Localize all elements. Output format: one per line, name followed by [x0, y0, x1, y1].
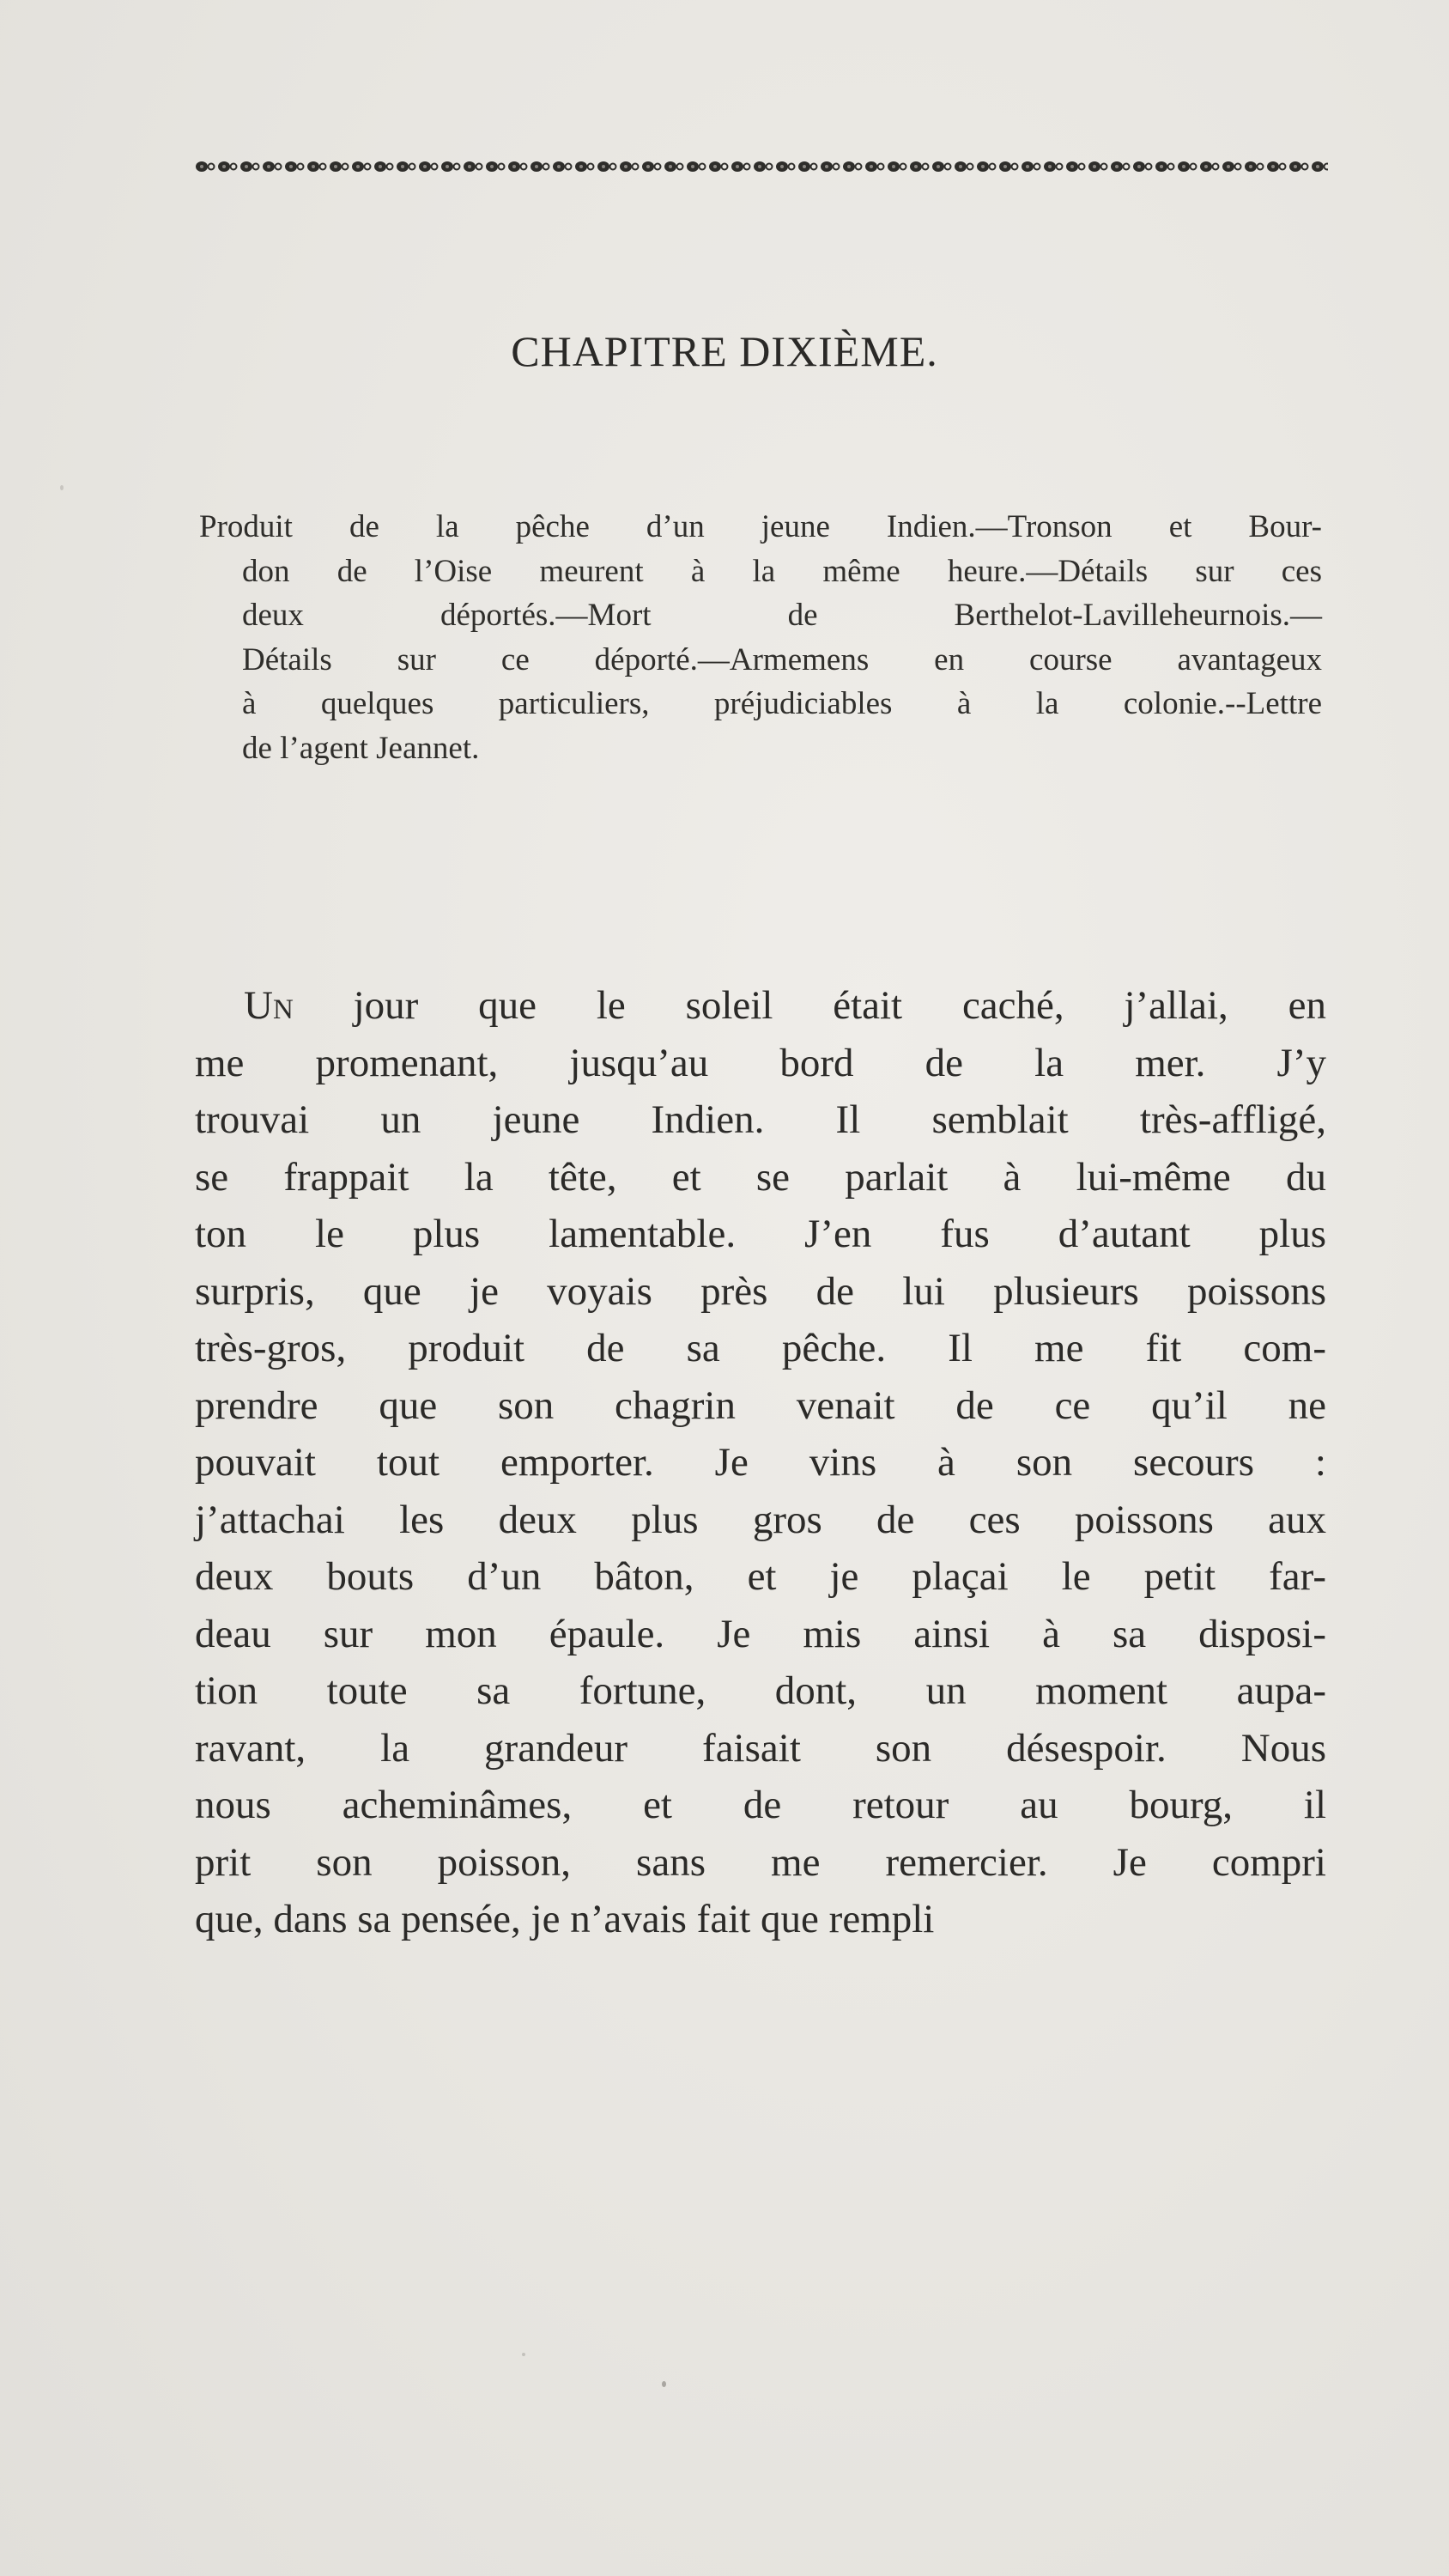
fleuron-mark: [932, 161, 951, 172]
fleuron-mark: [575, 161, 594, 172]
fleuron-mark: [754, 161, 773, 172]
summary-line: à quelques particuliers, préjudiciables à la colonie.--Lettre: [242, 686, 1322, 721]
fleuron-mark: [263, 161, 282, 172]
chapter-summary: [199, 505, 1322, 770]
fleuron-mark: [821, 161, 840, 172]
body-line: très-gros, produit de sa pêche. Il me fit com-: [195, 1326, 1326, 1370]
fleuron-mark: [1044, 161, 1063, 172]
fleuron-mark: [307, 161, 326, 172]
fleuron-mark: [664, 161, 683, 172]
fleuron-mark: [218, 161, 237, 172]
fleuron-mark: [798, 161, 817, 172]
fleuron-mark: [352, 161, 371, 172]
fleuron-mark: [330, 161, 349, 172]
fleuron-mark: [731, 161, 750, 172]
body-line: me promenant, jusqu’au bord de la mer. J’y: [195, 1040, 1326, 1085]
body-line: que, dans sa pensée, je n’avais fait que rempli: [195, 1897, 935, 1941]
fleuron-mark: [1111, 161, 1130, 172]
fleuron-mark: [1022, 161, 1040, 172]
fleuron-mark: [441, 161, 460, 172]
summary-line: Détails sur ce déporté.—Armemens en course avantageux: [242, 641, 1322, 677]
fleuron-mark: [999, 161, 1018, 172]
fleuron-mark: [530, 161, 549, 172]
fleuron-mark: [486, 161, 505, 172]
fleuron-mark: [910, 161, 929, 172]
fleuron-mark: [597, 161, 616, 172]
fleuron-mark: [1155, 161, 1174, 172]
fleuron-mark: [1178, 161, 1197, 172]
fleuron-mark: [687, 161, 706, 172]
body-line: j’attachai les deux plus gros de ces poissons aux: [195, 1497, 1326, 1542]
summary-line: don de l’Oise meurent à la même heure.—Détails sur ces: [242, 553, 1322, 589]
fleuron-mark: [397, 161, 415, 172]
fleuron-mark: [1245, 161, 1264, 172]
fleuron-mark: [1289, 161, 1308, 172]
fleuron-mark: [464, 161, 482, 172]
body-line: prit son poisson, sans me remercier. Je compri: [195, 1839, 1326, 1885]
fleuron-mark: [374, 161, 393, 172]
body-line: prendre que son chagrin venait de ce qu’il ne: [195, 1382, 1326, 1428]
fleuron-mark: [1200, 161, 1219, 172]
opening-word: Un: [244, 983, 294, 1028]
ornament-icon: [193, 157, 1328, 176]
body-line-first: [195, 977, 1326, 1035]
paper-speck: [662, 2381, 666, 2387]
decorative-ornament-band: [193, 157, 1328, 176]
summary-line: de l’agent Jeannet.: [242, 730, 480, 766]
fleuron-mark: [419, 161, 438, 172]
fleuron-mark: [1222, 161, 1241, 172]
body-line: trouvai un jeune Indien. Il semblait très-affligé,: [195, 1097, 1326, 1142]
body-line: tion toute sa fortune, dont, un moment aupa-: [195, 1668, 1326, 1713]
fleuron-mark: [240, 161, 259, 172]
fleuron-mark: [553, 161, 572, 172]
body-line: ravant, la grandeur faisait son désespoir. Nous: [195, 1725, 1326, 1771]
paper-speck: [60, 485, 64, 490]
fleuron-mark: [620, 161, 639, 172]
fleuron-mark: [508, 161, 527, 172]
fleuron-mark: [1066, 161, 1085, 172]
fleuron-mark: [642, 161, 661, 172]
paper-speck: [522, 2353, 525, 2356]
body-line: surpris, que je voyais près de lui plusieurs poissons: [195, 1268, 1326, 1314]
fleuron-mark: [709, 161, 728, 172]
fleuron-mark: [1267, 161, 1286, 172]
fleuron-mark: [776, 161, 795, 172]
fleuron-mark: [285, 161, 304, 172]
chapter-title: CHAPITRE DIXIÈME.: [511, 327, 938, 375]
body-paragraph: [195, 977, 1326, 1948]
fleuron-mark: [977, 161, 996, 172]
fleuron-mark: [1088, 161, 1107, 172]
body-line: pouvait tout emporter. Je vins à son secours :: [195, 1440, 1326, 1485]
fleuron-mark: [955, 161, 973, 172]
summary-line: deux déportés.—Mort de Berthelot-Lavilleheurnois.—: [242, 598, 1322, 633]
fleuron-mark: [1133, 161, 1152, 172]
fleuron-mark: [888, 161, 906, 172]
fleuron-mark: [196, 161, 215, 172]
first-line-text: jour que le soleil était caché, j’allai, en: [293, 983, 1326, 1028]
body-line: nous acheminâmes, et de retour au bourg, il: [195, 1783, 1326, 1827]
fleuron-mark: [843, 161, 862, 172]
body-line: ton le plus lamentable. J’en fus d’autant plus: [195, 1212, 1326, 1256]
body-line: deau sur mon épaule. Je mis ainsi à sa disposi-: [195, 1611, 1326, 1656]
summary-line: Produit de la pêche d’un jeune Indien.—Tronson et Bour-: [199, 509, 1322, 544]
body-line: se frappait la tête, et se parlait à lui-même du: [195, 1154, 1326, 1200]
body-line: deux bouts d’un bâton, et je plaçai le petit far-: [195, 1554, 1326, 1599]
fleuron-mark: [865, 161, 884, 172]
fleuron-mark: [1312, 161, 1328, 172]
